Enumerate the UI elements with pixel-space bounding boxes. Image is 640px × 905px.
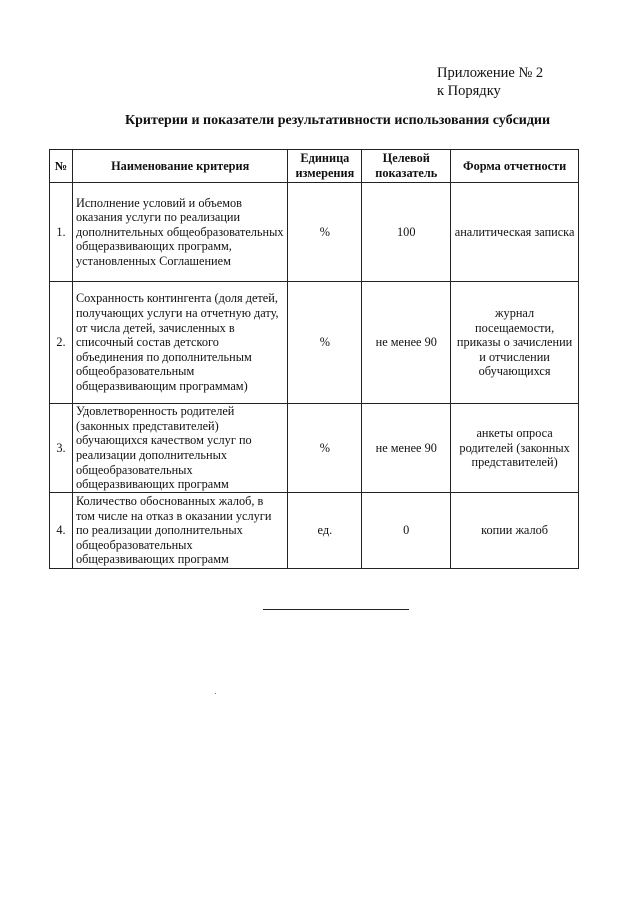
row-criterion: Количество обоснованных жалоб, в том числе на отказ в оказании услуги по реализации дополнительных общеобразовательных общеразвивающих программ: [72, 493, 287, 569]
row-unit: %: [288, 282, 362, 404]
row-num: 4.: [50, 493, 73, 569]
row-form: анкеты опроса родителей (законных представителей): [451, 404, 579, 493]
header-target: Целевой показатель: [362, 150, 451, 183]
table-row: [50, 404, 579, 493]
appendix-number: Приложение № 2: [437, 65, 544, 81]
row-num: 3.: [50, 404, 73, 493]
row-form: аналитическая записка: [451, 183, 579, 282]
criteria-table: [49, 149, 579, 569]
row-num: 2.: [50, 282, 73, 404]
row-target: 100: [362, 183, 451, 282]
row-target: 0: [362, 493, 451, 569]
appendix-note: [437, 64, 543, 100]
row-form: журнал посещаемости, приказы о зачислении и отчислении обучающихся: [451, 282, 579, 404]
table-row: [50, 183, 579, 282]
row-criterion: Исполнение условий и объемов оказания услуги по реализации дополнительных общеобразовательных общеразвивающих программ, установленных Соглашением: [72, 183, 287, 282]
row-target: не менее 90: [362, 404, 451, 493]
scan-speck: [215, 693, 216, 694]
row-criterion: Сохранность контингента (доля детей, получающих услуги на отчетную дату, от числа детей, зачисленных в списочный состав детского объединения по дополнительным общеобразовательным общеразвивающим программам): [72, 282, 287, 404]
table-row: [50, 493, 579, 569]
appendix-reference: к Порядку: [437, 83, 501, 99]
row-target: не менее 90: [362, 282, 451, 404]
table-header-row: [50, 150, 579, 183]
table-row: [50, 282, 579, 404]
row-criterion: Удовлетворенность родителей (законных представителей) обучающихся качеством услуг по реализации дополнительных общеобразовательных общеразвивающих программ: [72, 404, 287, 493]
document-title: Критерии и показатели результативности использования субсидии: [124, 113, 551, 128]
row-form: копии жалоб: [451, 493, 579, 569]
row-num: 1.: [50, 183, 73, 282]
header-name: Наименование критерия: [72, 150, 287, 183]
row-unit: %: [288, 404, 362, 493]
header-num: №: [50, 150, 73, 183]
separator-line: [263, 609, 409, 610]
row-unit: ед.: [288, 493, 362, 569]
header-form: Форма отчетности: [451, 150, 579, 183]
row-unit: %: [288, 183, 362, 282]
header-unit: Единица измерения: [288, 150, 362, 183]
